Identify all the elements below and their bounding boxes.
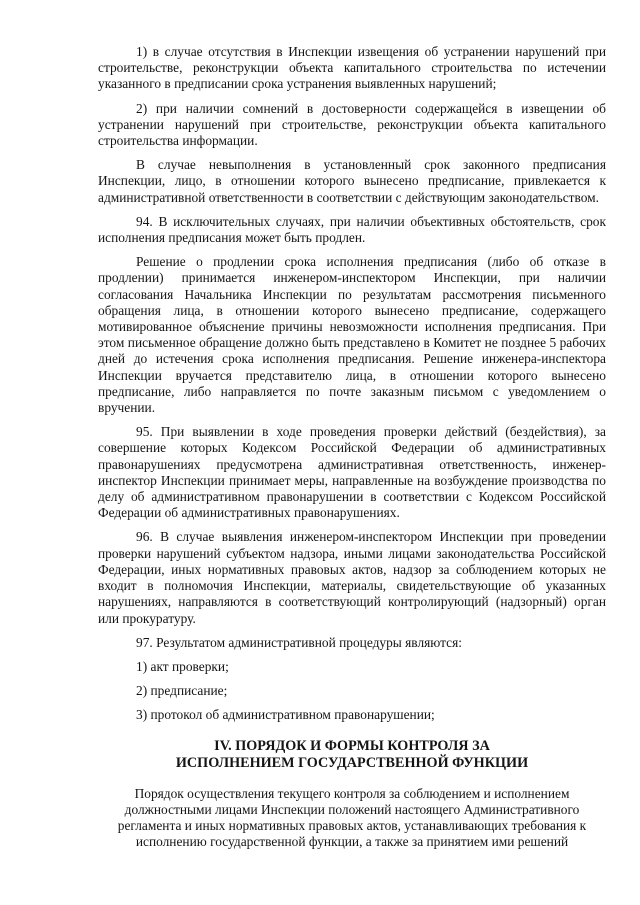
paragraph-item-1: 1) в случае отсутствия в Инспекции извещения об устранении нарушений при строительстве, реконструкции объекта капитального строительства по истечении указанного в предписании срока устранения выявленных нарушений; [98,44,606,92]
paragraph-extension-decision: Решение о продлении срока исполнения предписания (либо об отказе в продлении) принимается инженером-инспектором Инспекции, при наличии согласования Начальника Инспекции по результатам рассмотрения письменного обращения лица, в отношении которого вынесено предписание, содержащего мотивированное объяснение причины невозможности исполнения предписания. При этом письменное обращение должно быть представлено в Комитет не позднее 5 рабочих дней до истечения срока исполнения предписания. Решение инженера-инспектора Инспекции вручается представителю лица, в отношении которого вынесено предписание, либо направляется по почте заказным письмом с уведомлением о вручении. [98,254,606,416]
section-heading [98,738,606,772]
paragraph-97: 97. Результатом административной процедуры являются: [136,634,462,650]
section-heading-line-1: IV. ПОРЯДОК И ФОРМЫ КОНТРОЛЯ ЗА [214,737,490,754]
closing-line-1: Порядок осуществления текущего контроля за соблюдением и исполнением [134,785,570,801]
list-item-act: 1) акт проверки; [136,658,229,674]
list-item-order: 2) предписание; [136,683,228,699]
list-item-protocol: 3) протокол об административном правонарушении; [136,707,435,723]
paragraph-95: 95. При выявлении в ходе проведения проверки действий (бездействия), за совершение которых Кодексом Российской Федерации об административных правонарушениях предусмотрена административная ответственность, инженер-инспектор Инспекции принимает меры, направленные на возбуждение производства по делу об административном правонарушении в соответствии с Кодексом Российской Федерации об административных правонарушениях. [98,424,606,521]
closing-line-4: исполнению государственной функции, а также за принятием ими решений [135,834,569,850]
closing-paragraph [98,786,606,851]
document-page [98,44,606,850]
paragraph-item-2: 2) при наличии сомнений в достоверности содержащейся в извещении об устранении нарушений при строительстве, реконструкции объекта капитального строительства информации. [98,100,606,149]
paragraph-96: 96. В случае выявления инженером-инспектором Инспекции при проведении проверки нарушений субъектом надзора, иными лицами законодательства Российской Федерации, иных нормативных правовых актов, надзор за соблюдением которых не входит в полномочия Инспекции, материалы, свидетельствующие об указанных нарушениях, направляются в соответствующий контролирующий (надзорный) орган или прокуратуру. [98,529,606,626]
closing-line-2: должностными лицами Инспекции положений настоящего Административного [124,801,580,817]
closing-line-3: регламента и иных нормативных правовых актов, устанавливающих требования к [117,817,587,833]
paragraph-penalty: В случае невыполнения в установленный срок законного предписания Инспекции, лицо, в отношении которого вынесено предписание, привлекается к административной ответственности в соответствии с действующим законодательством. [98,157,606,205]
paragraph-94: 94. В исключительных случаях, при наличии объективных обстоятельств, срок исполнения предписания может быть продлен. [98,213,606,246]
section-heading-line-2: ИСПОЛНЕНИЕМ ГОСУДАРСТВЕННОЙ ФУНКЦИИ [175,754,529,771]
